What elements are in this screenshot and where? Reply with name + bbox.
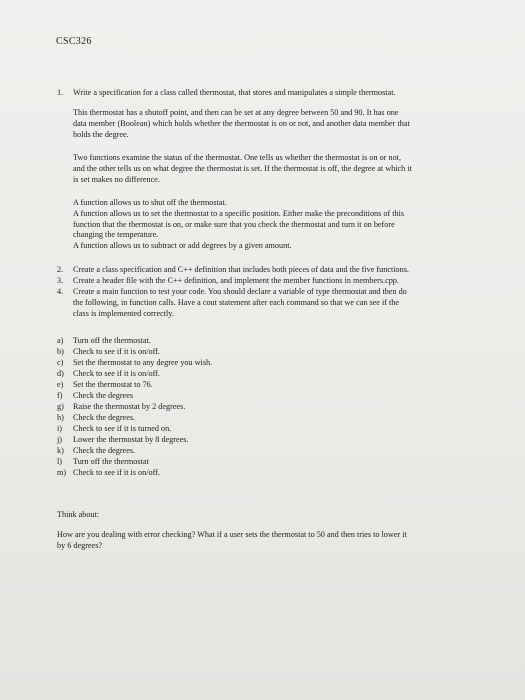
paragraph-line: changing the temperature. [73,230,159,240]
step-text: Check to see if it is turned on. [73,424,172,433]
step-label: e) [57,380,64,389]
paragraph-line: A function allows us to subtract or add degrees by a given amount. [73,241,292,251]
step-label: j) [57,435,63,444]
question-2-number: 2. [57,265,64,274]
think-about-line-2: by 6 degrees? [57,541,103,550]
step-text: Check to see if it is on/off. [73,369,160,378]
step-label: b) [57,347,64,356]
step-label: k) [57,446,64,455]
question-4-number: 4. [57,287,64,296]
paragraph-line: This thermostat has a shutoff point, and then can be set at any degree between 50 and 90. It has one [73,108,399,117]
step-label: f) [57,391,63,400]
step-label: l) [57,457,63,466]
paragraph-line: and the other tells us on what degree the thermostat is set. If the thermostat is off, the degree at which it [73,163,412,173]
step-text: Check the degrees. [73,413,136,422]
question-1-paragraph-1 [73,108,483,140]
step-text: Raise the thermostat by 2 degrees. [73,402,186,411]
step-text: Turn off the thermostat [73,457,149,466]
step-label: g) [57,402,64,411]
step-label: d) [57,369,64,378]
step-text: Set the thermostat to 76. [73,380,153,389]
step-text: Check the degrees. [73,446,136,455]
step-label: a) [57,336,64,345]
step-text: Check to see if it is on/off. [73,468,160,477]
paragraph-line: is set makes no difference. [73,174,160,184]
paragraph-line: Two functions examine the status of the thermostat. One tells us whether the thermostat is on or not, [73,153,401,162]
step-text: Set the thermostat to any degree you wish. [73,358,213,367]
step-label: c) [57,358,64,367]
question-4-text-line-3: class is implemented correctly. [73,309,174,318]
paragraph-line: A function allows us to shut off the thermostat. [73,198,227,207]
paragraph-line: data member (Boolean) which holds whether the thermostat is on or not, and another data member that [73,118,410,128]
step-text: Lower the thermostat by 8 degrees. [73,435,189,444]
question-3-text: Create a header file with the C++ definition, and implement the member functions in members.cpp. [73,276,399,285]
question-1-number: 1. [57,88,64,97]
question-1-title: Write a specification for a class called thermostat, that stores and manipulates a simple thermostat. [73,88,396,97]
think-about-line-1: How are you dealing with error checking? What if a user sets the thermostat to 50 and then tries to lower it [57,530,407,539]
step-text: Check to see if it is on/off. [73,347,160,356]
step-label: i) [57,424,63,433]
step-text: Check the degrees [73,391,134,400]
question-4-text-line-1: Create a main function to test your code. You should declare a variable of type thermostat and then do [73,287,407,296]
question-1-paragraph-2 [73,153,483,185]
question-3-number: 3. [57,276,64,285]
step-text: Turn off the thermostat. [73,336,151,345]
course-header: CSC326 [56,36,92,47]
step-label: m) [57,468,67,477]
question-1-paragraph-3 [73,198,483,252]
think-about-heading: Think about: [57,510,100,519]
paragraph-line: function that the thermostat is on, or make sure that you check the thermostat and turn it on before [73,219,395,229]
paragraph-line: A function allows us to set the thermostat to a specific position. Either make the preconditions of this [73,208,405,218]
question-4-text-line-2: the following, in function calls. Have a cout statement after each command so that we can see if the [73,298,400,307]
step-label: h) [57,413,64,422]
paragraph-line: holds the degree. [73,129,129,139]
question-2-text: Create a class specification and C++ definition that includes both pieces of data and the five functions. [73,265,409,274]
